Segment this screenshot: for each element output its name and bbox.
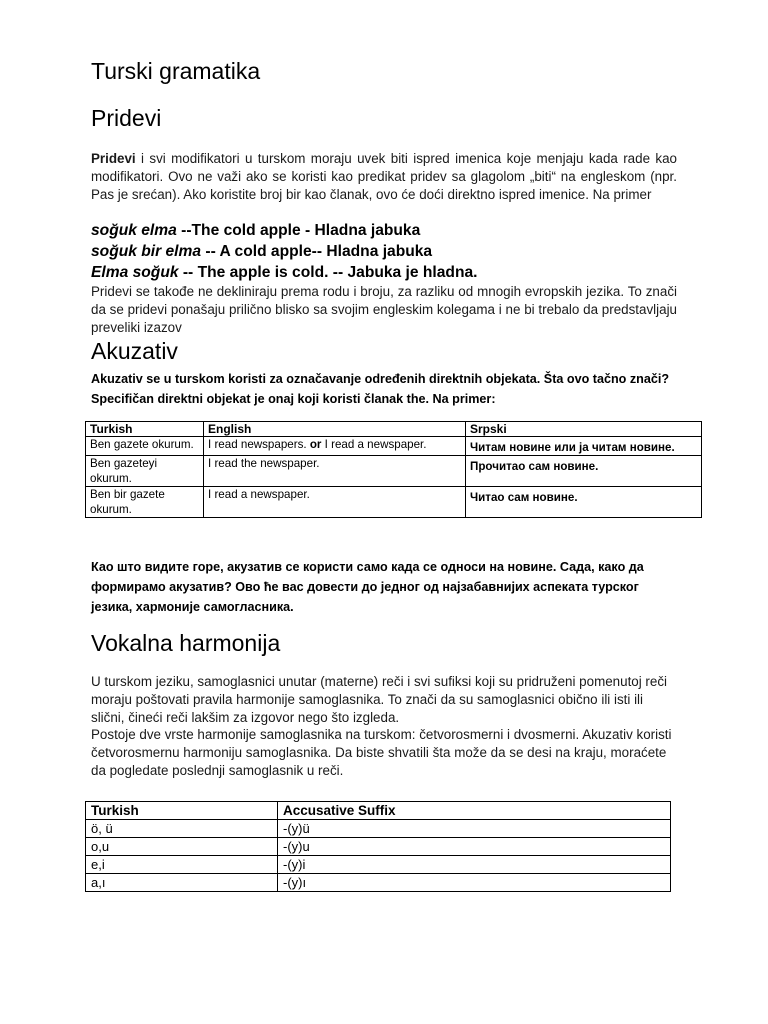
- table-row: [86, 874, 671, 892]
- vokalna-paragraph-1: U turskom jeziku, samoglasnici unutar (materne) reči i svi sufiksi koji su pridruženi pomenutoj reči moraju poštovati pravila harmonije samoglasnika. To znači da su samoglasnici obično ili isti ili slični, čineći reči lakšim za izgovor nego što izgleda.: [91, 674, 668, 725]
- turkish-cell: Ben bir gazete okurum.: [86, 487, 204, 518]
- akuzativ-intro-paragraph: Akuzativ se u turskom koristi za označavanje određenih direktnih objekata. Šta ovo tačno znači? Specifičan direktni objekat je onaj koji koristi članak the. Na primer:: [91, 372, 670, 406]
- accusative-suffix-table: [85, 801, 671, 892]
- table-header-cell: Accusative Suffix: [278, 802, 671, 820]
- table-row: [86, 820, 671, 838]
- page-title: Turski gramatika: [91, 58, 261, 84]
- table-row: [86, 456, 702, 487]
- cyrillic-note-paragraph: Као што видите горе, акузатив се користи само када се односи на новине. Сада, како да формирамо акузатив? Ово ће вас довести до једног од најзабавнијих аспеката турског језика, хармоније самогласника.: [91, 560, 644, 614]
- table-header-cell: English: [204, 422, 466, 437]
- table-header-cell: Turkish: [86, 802, 278, 820]
- vokalna-paragraph-2: Postoje dve vrste harmonije samoglasnika na turskom: četvorosmerni i dvosmerni. Akuzativ koristi četvorosmernu harmoniju samoglasnika. Da biste shvatili šta može da se desi na kraju, moraćete da pogledate poslednji samoglasnik u reči.: [91, 727, 672, 778]
- section-heading-akuzativ: Akuzativ: [91, 338, 178, 364]
- turkish-cell: Ben gazeteyi okurum.: [86, 456, 204, 487]
- akuzativ-examples-table: [85, 421, 702, 518]
- section-heading-pridevi: Pridevi: [91, 105, 162, 131]
- vowels-cell: a,ı: [86, 874, 278, 892]
- pridevi-intro-text: i svi modifikatori u turskom moraju uvek biti ispred imenica koje menjaju kada rade kao modifikatori. Ovo ne važi ako se koristi kao predikat pridev sa glagolom „biti“ na engleskom (npr. Pas je srećan). Ako koristite broj bir kao članak, ovo će doći direktno ispred imenice. Na primer: [91, 151, 677, 202]
- example-line: [91, 262, 477, 283]
- english-cell: [204, 456, 466, 487]
- example-line: [91, 241, 432, 262]
- pridevi-intro-paragraph: [91, 150, 677, 204]
- example-line: [91, 220, 420, 241]
- table-header-cell: Srpski: [466, 422, 702, 437]
- english-text: I read newspapers.: [208, 438, 310, 451]
- vowels-cell: e,i: [86, 856, 278, 874]
- english-cell: [204, 487, 466, 518]
- english-text: I read a newspaper.: [208, 488, 310, 501]
- vowels-cell: ö, ü: [86, 820, 278, 838]
- table-row: [86, 487, 702, 518]
- suffix-cell: -(y)ı: [278, 874, 671, 892]
- table-row: [86, 856, 671, 874]
- table-header-row: [86, 802, 671, 820]
- suffix-cell: -(y)ü: [278, 820, 671, 838]
- suffix-cell: -(y)i: [278, 856, 671, 874]
- example-turkish: Elma soğuk: [91, 264, 179, 281]
- table-row: [86, 838, 671, 856]
- english-cell: [204, 437, 466, 456]
- srpski-cell: Читам новине или ја читам новине.: [466, 437, 702, 456]
- turkish-cell: Ben gazete okurum.: [86, 437, 204, 456]
- section-heading-vokalna-harmonija: Vokalna harmonija: [91, 630, 281, 656]
- example-turkish: soğuk elma: [91, 222, 177, 239]
- example-translation: --The cold apple - Hladna jabuka: [176, 222, 421, 239]
- vowels-cell: o,u: [86, 838, 278, 856]
- english-text: I read a newspaper.: [321, 438, 427, 451]
- srpski-cell: Читао сам новине.: [466, 487, 702, 518]
- table-row: [86, 437, 702, 456]
- english-text: I read the newspaper.: [208, 457, 320, 470]
- example-turkish: soğuk bir elma: [91, 243, 202, 260]
- english-or: or: [309, 438, 322, 451]
- pridevi-intro-bold: Pridevi: [91, 151, 136, 166]
- table-header-row: [86, 422, 702, 437]
- pridevi-note-paragraph: Pridevi se takođe ne dekliniraju prema rodu i broju, za razliku od mnogih evropskih jezika. To znači da se pridevi ponašaju prilično blisko sa svojim engleskim kolegama i ne bi trebalo da predstavljaju preveliki izazov: [91, 284, 677, 335]
- example-translation: -- A cold apple-- Hladna jabuka: [201, 243, 433, 260]
- table-header-cell: Turkish: [86, 422, 204, 437]
- suffix-cell: -(y)u: [278, 838, 671, 856]
- srpski-cell: Прочитао сам новине.: [466, 456, 702, 487]
- example-translation: -- The apple is cold. -- Jabuka je hladna.: [178, 264, 478, 281]
